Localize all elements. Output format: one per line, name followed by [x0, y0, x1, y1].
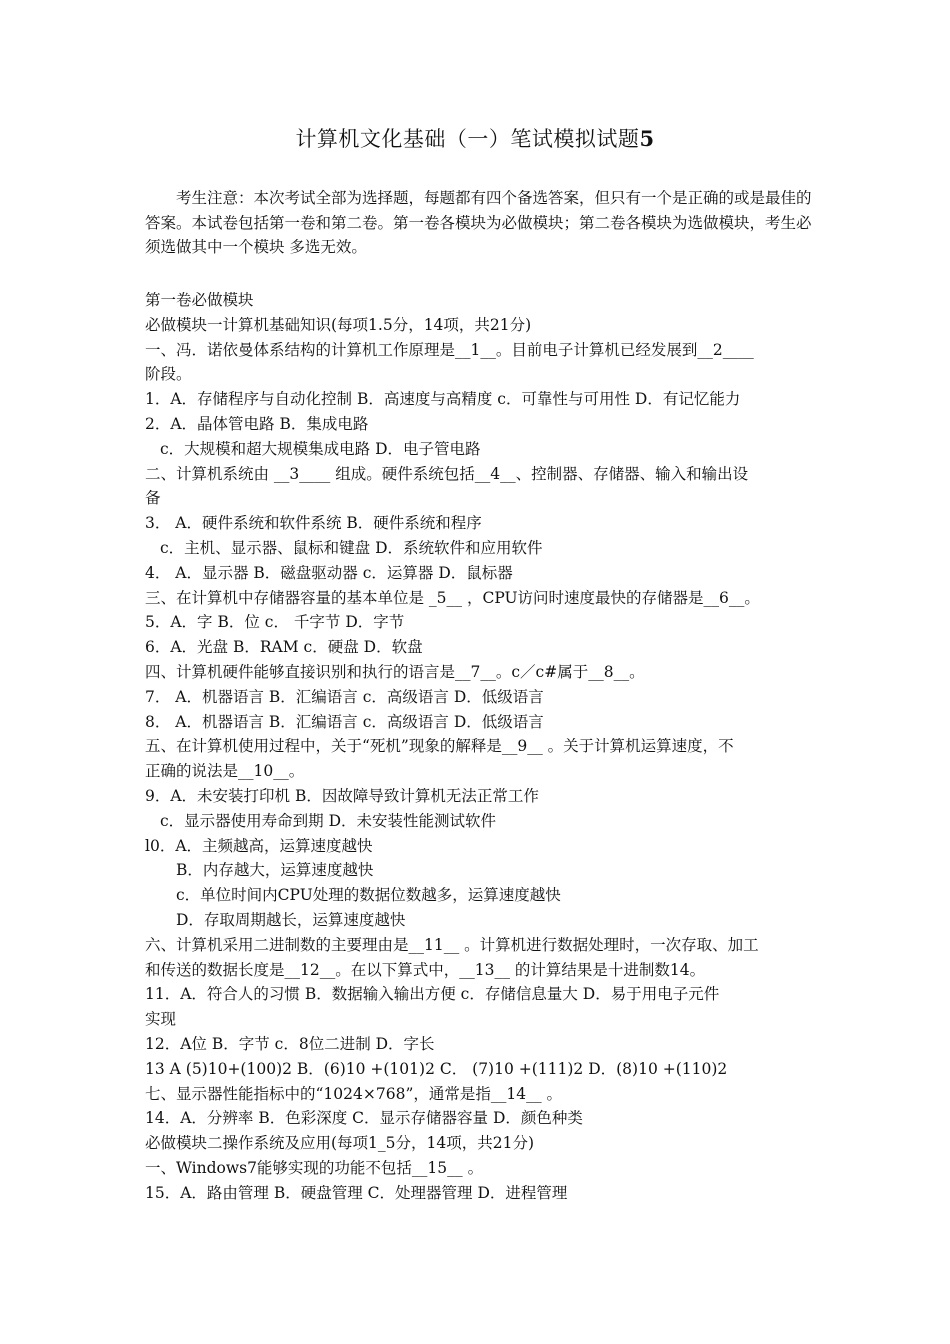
answer-options: 1．A．存储程序与自动化控制 B．高速度与高精度 c．可靠性与可用性 D．有记忆能力 — [145, 390, 741, 409]
question-stem: 三、在计算机中存储器容量的基本单位是 _5__ ，CPU访问时速度最快的存储器是__6__。 — [145, 588, 760, 607]
question-stem: 备 — [145, 489, 161, 508]
title-number: 5 — [639, 126, 655, 151]
answer-options: D．存取周期越长，运算速度越快 — [176, 910, 406, 929]
question-stem: 七、显示器性能指标中的“1024×768”，通常是指__14__ 。 — [145, 1084, 563, 1103]
answer-options: 3． A．硬件系统和软件系统 B．硬件系统和程序 — [145, 514, 482, 533]
module-heading: 必做模块一计算机基础知识(每项1.5分，14项，共21分) — [145, 315, 532, 334]
answer-options: 7． A．机器语言 B．汇编语言 c．高级语言 D．低级语言 — [145, 687, 544, 706]
answer-options: 2．A．晶体管电路 B．集成电路 — [145, 414, 369, 433]
answer-options: 8． A．机器语言 B．汇编语言 c．高级语言 D．低级语言 — [145, 712, 544, 731]
answer-options-formula: 13 A (5)10+(100)2 B．(6)10 +(101)2 C． (7)10 +(111)2 D．(8)10 +(110)2 — [145, 1059, 728, 1078]
question-stem: 一、冯．诺依曼体系结构的计算机工作原理是__1__。目前电子计算机已经发展到__2____ — [145, 340, 754, 359]
answer-options: c．显示器使用寿命到期 D．未安装性能测试软件 — [160, 811, 497, 830]
answer-options: c．大规模和超大规模集成电路 D．电子管电路 — [160, 439, 481, 458]
answer-options: 4． A．显示器 B．磁盘驱动器 c．运算器 D．鼠标器 — [145, 563, 513, 582]
answer-options: 实现 — [145, 1010, 177, 1029]
answer-options: 5．A．字 B．位 c． 千字节 D．字节 — [145, 613, 405, 632]
question-stem: 二、计算机系统由 __3____ 组成。硬件系统包括__4__、控制器、存储器、输入和输出设 — [145, 464, 749, 483]
page-title — [0, 123, 950, 153]
answer-options: 6．A．光盘 B．RAM c．硬盘 D．软盘 — [145, 638, 423, 657]
notice-text: 考生注意：本次考试全部为选择题，每题都有四个备选答案，但只有一个是正确的或是最佳的答案。本试卷包括第一卷和第二卷。第一卷各模块为必做模块；第二卷各模块为选做模块，考生必须选做其中一个模块 多选无效。 — [145, 189, 812, 256]
answer-options: c．主机、显示器、鼠标和键盘 D．系统软件和应用软件 — [160, 538, 543, 557]
answer-options: 12．A位 B．字节 c．8位二进制 D．字长 — [145, 1034, 435, 1053]
question-stem: 和传送的数据长度是__12__。在以下算式中，__13__ 的计算结果是十进制数14。 — [145, 960, 706, 979]
answer-options: 11．A．符合人的习惯 B．数据输入输出方便 c．存储信息量大 D．易于用电子元件 — [145, 985, 720, 1004]
answer-options: c．单位时间内CPU处理的数据位数越多，运算速度越快 — [176, 886, 561, 905]
question-stem: 正确的说法是__10__。 — [145, 762, 305, 781]
volume-heading: 第一卷必做模块 — [145, 291, 254, 309]
answer-options: B．内存越大，运算速度越快 — [176, 861, 374, 880]
module-heading: 必做模块二操作系统及应用(每项1_5分，14项，共21分) — [145, 1134, 535, 1153]
answer-options: 9．A．未安装打印机 B．因故障导致计算机无法正常工作 — [145, 786, 539, 805]
question-stem: 阶段。 — [145, 365, 192, 384]
answer-options: 14．A．分辨率 B．色彩深度 C．显示存储器容量 D．颜色种类 — [145, 1109, 583, 1128]
notice-paragraph — [145, 186, 813, 260]
question-stem: 四、计算机硬件能够直接识别和执行的语言是__7__。c／c#属于__8__。 — [145, 662, 645, 681]
title-text: 计算机文化基础（一）笔试模拟试题 — [295, 127, 640, 151]
answer-options: l0．A．主频越高，运算速度越快 — [145, 836, 373, 855]
question-stem: 五、在计算机使用过程中，关于“死机”现象的解释是__9__ 。关于计算机运算速度，不 — [145, 737, 734, 756]
question-stem: 六、计算机采用二进制数的主要理由是__11__ 。计算机进行数据处理时，一次存取、加工 — [145, 935, 759, 954]
answer-options: 15．A．路由管理 B．硬盘管理 C．处理器管理 D．进程管理 — [145, 1183, 568, 1202]
question-stem: 一、Windows7能够实现的功能不包括__15__ 。 — [145, 1158, 484, 1177]
exam-body — [145, 288, 813, 1205]
